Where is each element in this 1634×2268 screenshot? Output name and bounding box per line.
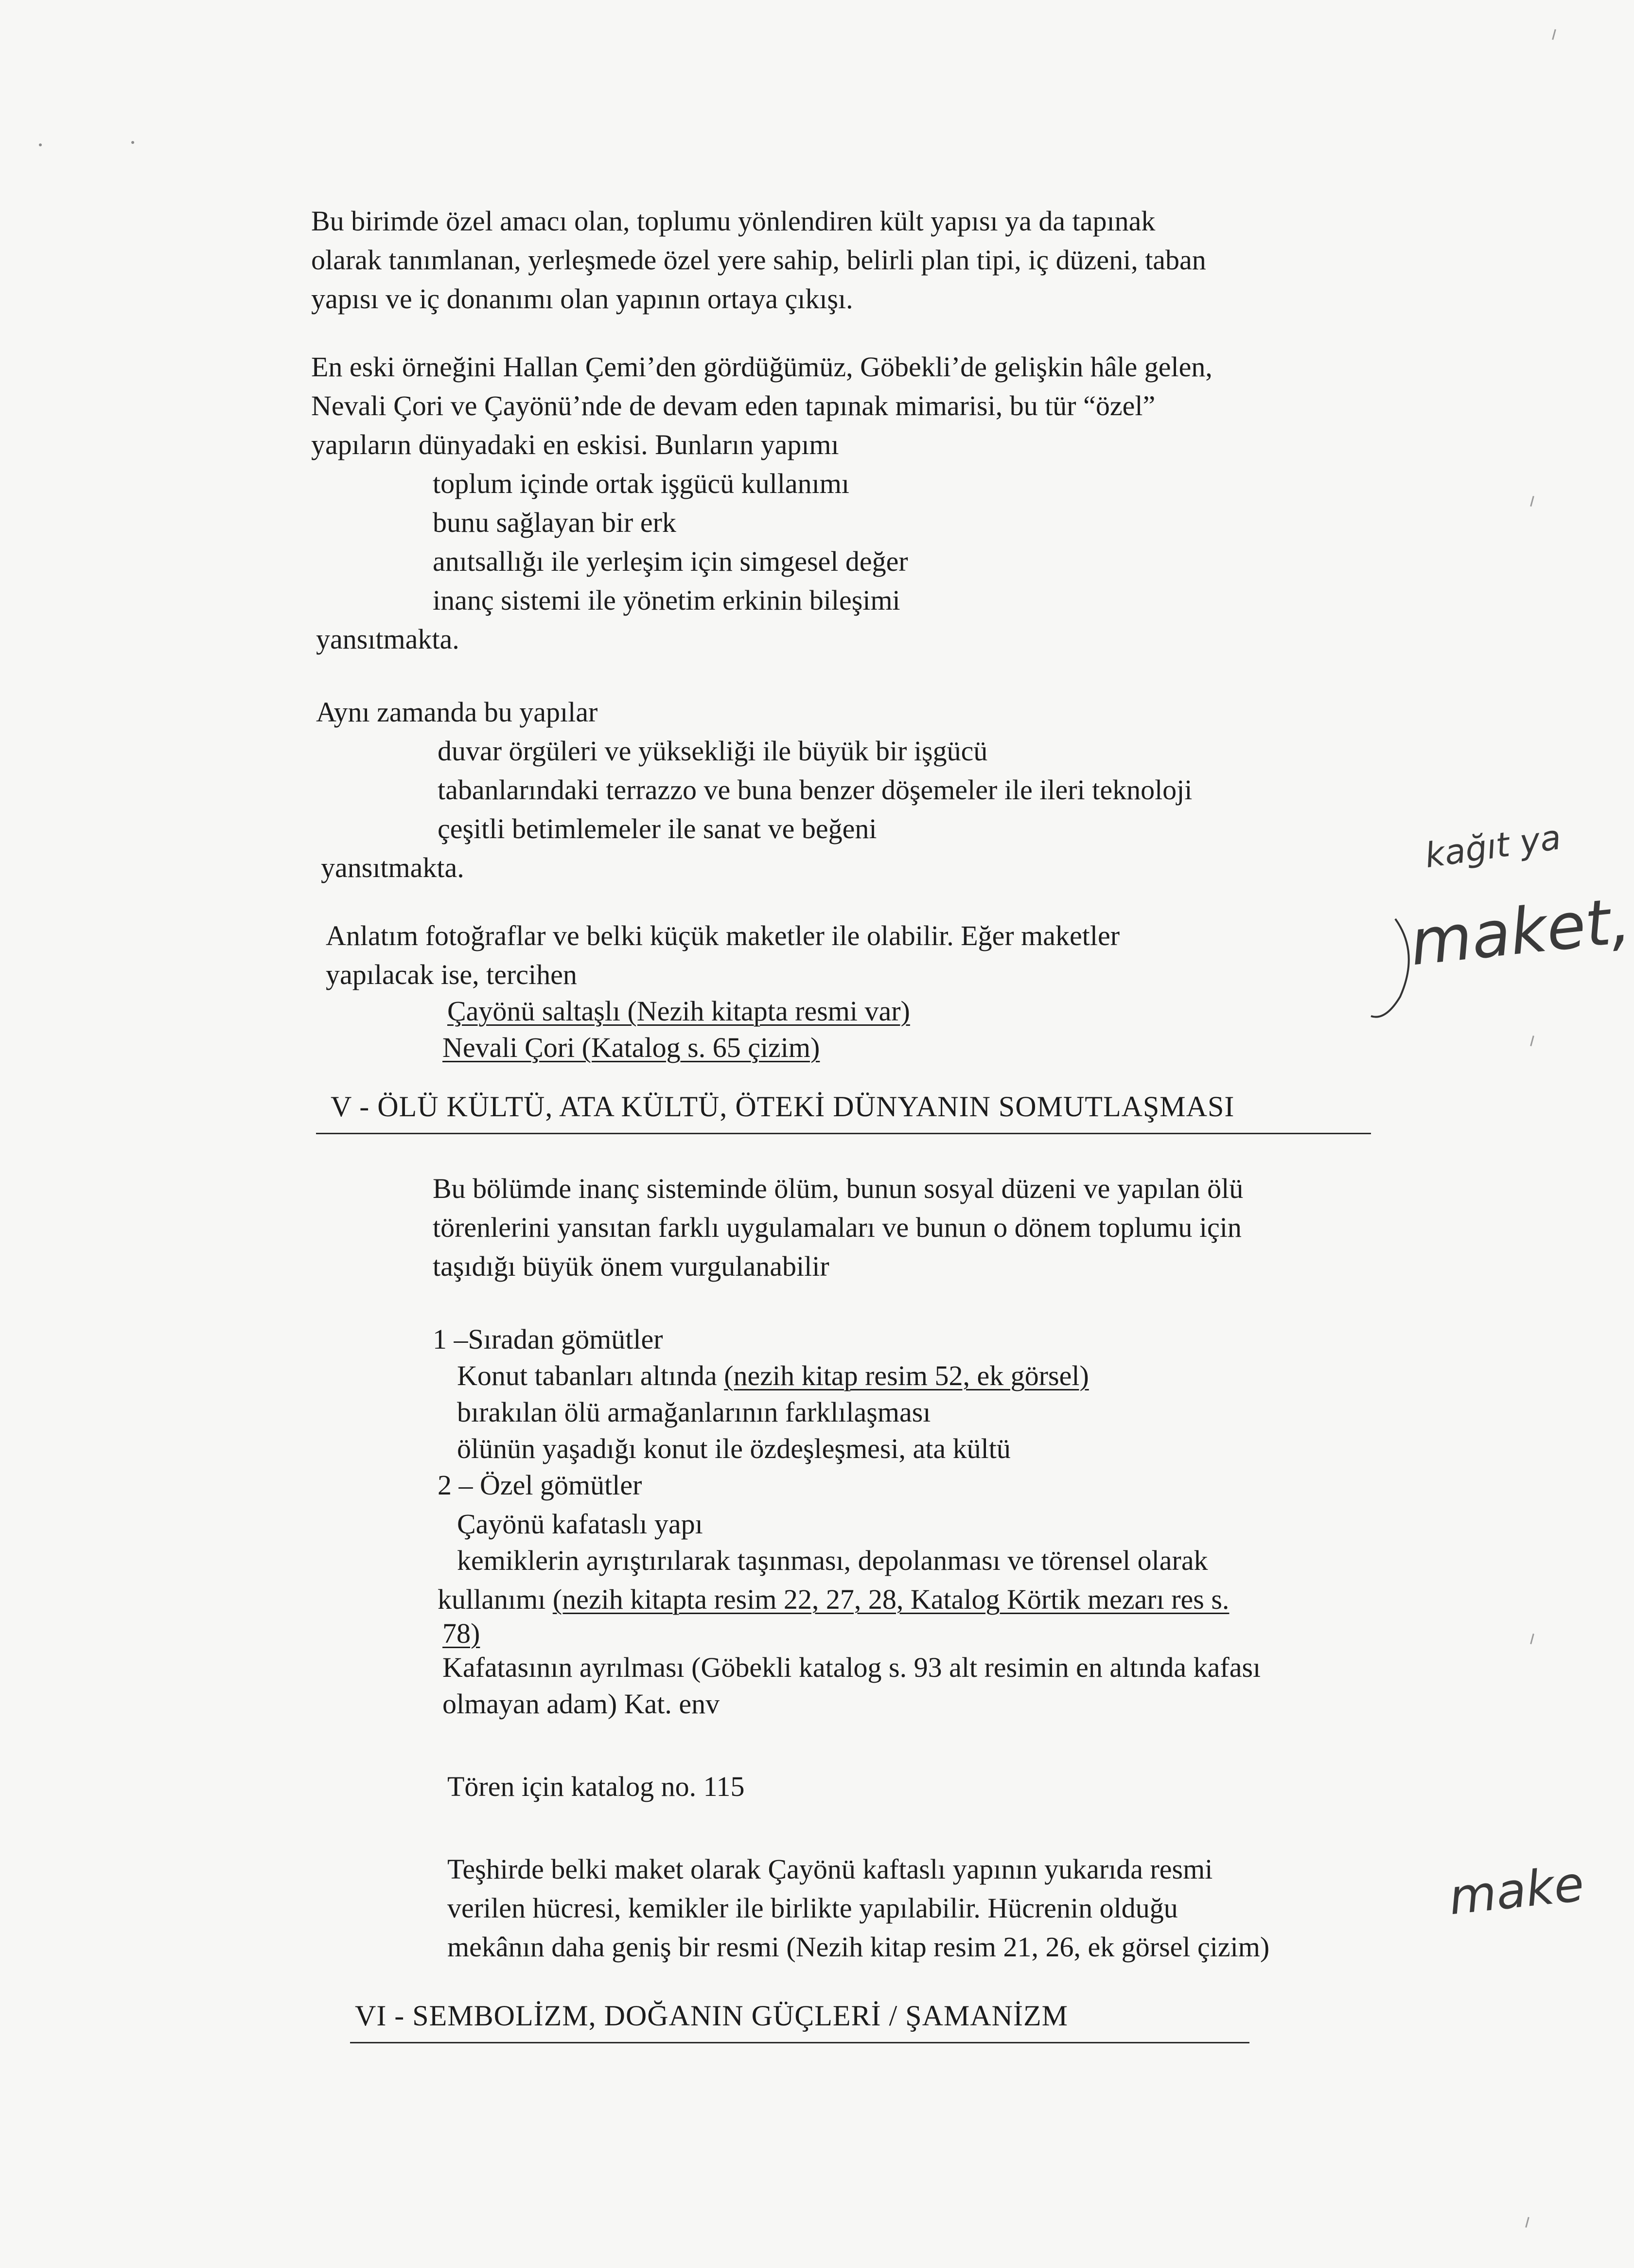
scan-mark	[1530, 1036, 1534, 1046]
choice-nevali-cori: Nevali Çori (Katalog s. 65 çizim)	[442, 1032, 820, 1063]
list1-item-1: toplum içinde ortak işgücü kullanımı	[433, 468, 849, 499]
burials2-line-5: Kafatasının ayrılması (Göbekli katalog s. 93 alt resimin en altında kafası	[442, 1652, 1261, 1683]
section5-intro-1: Bu bölümde inanç sisteminde ölüm, bunun sosyal düzeni ve yapılan ölü	[433, 1173, 1244, 1204]
handwritten-note-maket: maket,	[1406, 883, 1634, 980]
section5-intro-2: törenlerini yansıtan farklı uygulamaları ve bunun o dönem toplumu için	[433, 1212, 1242, 1243]
section6-heading: VI - SEMBOLİZM, DOĞANIN GÜÇLERİ / ŞAMANİZM	[355, 2000, 1068, 2032]
scan-mark	[1530, 496, 1534, 507]
para2-line-2: Nevali Çori ve Çayönü’nde de devam eden tapınak mimarisi, bu tür “özel”	[311, 390, 1156, 422]
choice-cayonu: Çayönü saltaşlı (Nezih kitapta resmi var)	[447, 995, 910, 1027]
list2-item-2: tabanlarındaki terrazzo ve buna benzer döşemeler ile ileri teknoloji	[438, 774, 1193, 806]
burials2-line-3-ref: (nezih kitapta resim 22, 27, 28, Katalog Körtik mezarı res s.	[552, 1583, 1230, 1615]
para4-line-2: yapılacak ise, tercihen	[326, 959, 577, 990]
burials1-item-2: ölünün yaşadığı konut ile özdeşleşmesi, ata kültü	[457, 1433, 1011, 1464]
handwritten-note-make: make	[1446, 1855, 1587, 1926]
list2-item-3: çeşitli betimlemeler ile sanat ve beğeni	[438, 813, 877, 844]
ceremony-line: Tören için katalog no. 115	[447, 1771, 745, 1802]
burials2-line-4: 78)	[442, 1617, 480, 1649]
exhibit-line-3: mekânın daha geniş bir resmi (Nezih kitap resim 21, 26, ek görsel çizim)	[447, 1931, 1270, 1963]
section5-heading-rule	[316, 1133, 1371, 1134]
burials1-line-1	[457, 1359, 1089, 1393]
scan-speck	[131, 141, 134, 144]
list1-item-2: bunu sağlayan bir erk	[433, 507, 676, 538]
intro-line-2: olarak tanımlanan, yerleşmede özel yere sahip, belirli plan tipi, iç düzeni, taban	[311, 244, 1206, 276]
burials2-line-1: Çayönü kafataslı yapı	[457, 1508, 703, 1540]
section5-heading: V - ÖLÜ KÜLTÜ, ATA KÜLTÜ, ÖTEKİ DÜNYANIN SOMUTLAŞMASI	[331, 1090, 1235, 1123]
para2-line-1: En eski örneğini Hallan Çemi’den gördüğümüz, Göbekli’de gelişkin hâle gelen,	[311, 351, 1212, 383]
list1-item-3: anıtsallığı ile yerleşim için simgesel değer	[433, 545, 908, 577]
burials2-line-3	[438, 1582, 1229, 1617]
para4-line-1: Anlatım fotoğraflar ve belki küçük maketler ile olabilir. Eğer maketler	[326, 920, 1120, 951]
burials2-line-2: kemiklerin ayrıştırılarak taşınması, depolanması ve törensel olarak	[457, 1545, 1208, 1576]
intro-line-3: yapısı ve iç donanımı olan yapının ortaya çıkışı.	[311, 283, 853, 315]
burials1-line-1-ref: (nezih kitap resim 52, ek görsel)	[724, 1360, 1089, 1391]
handwritten-note-top: kağıt ya	[1422, 817, 1564, 876]
scan-mark	[1525, 2217, 1529, 2228]
section6-heading-rule	[350, 2042, 1249, 2043]
burials2-title: 2 – Özel gömütler	[438, 1469, 642, 1501]
burials2-line-3-text: kullanımı	[438, 1583, 553, 1615]
burials2-line-6: olmayan adam) Kat. env	[442, 1688, 720, 1720]
reflects-1: yansıtmakta.	[316, 623, 459, 655]
para2-line-3: yapıların dünyadaki en eskisi. Bunların yapımı	[311, 429, 839, 460]
reflects-2: yansıtmakta.	[321, 852, 464, 883]
burials1-line-1-text: Konut tabanları altında	[457, 1360, 724, 1391]
section5-intro-3: taşıdığı büyük önem vurgulanabilir	[433, 1250, 829, 1282]
list2-item-1: duvar örgüleri ve yüksekliği ile büyük bir işgücü	[438, 735, 988, 767]
exhibit-line-2: verilen hücresi, kemikler ile birlikte yapılabilir. Hücrenin olduğu	[447, 1892, 1178, 1924]
burials1-title: 1 –Sıradan gömütler	[433, 1323, 663, 1355]
exhibit-line-1: Teşhirde belki maket olarak Çayönü kaftaslı yapının yukarıda resmi	[447, 1853, 1213, 1885]
scan-mark	[1530, 1634, 1534, 1644]
burials1-item-1: bırakılan ölü armağanlarının farklılaşması	[457, 1396, 931, 1428]
intro-line-1: Bu birimde özel amacı olan, toplumu yönlendiren kült yapısı ya da tapınak	[311, 205, 1156, 237]
scan-speck	[39, 143, 42, 146]
list1-item-4: inanç sistemi ile yönetim erkinin bileşimi	[433, 584, 900, 616]
scan-mark	[1552, 29, 1556, 40]
para3-line: Aynı zamanda bu yapılar	[316, 696, 598, 728]
